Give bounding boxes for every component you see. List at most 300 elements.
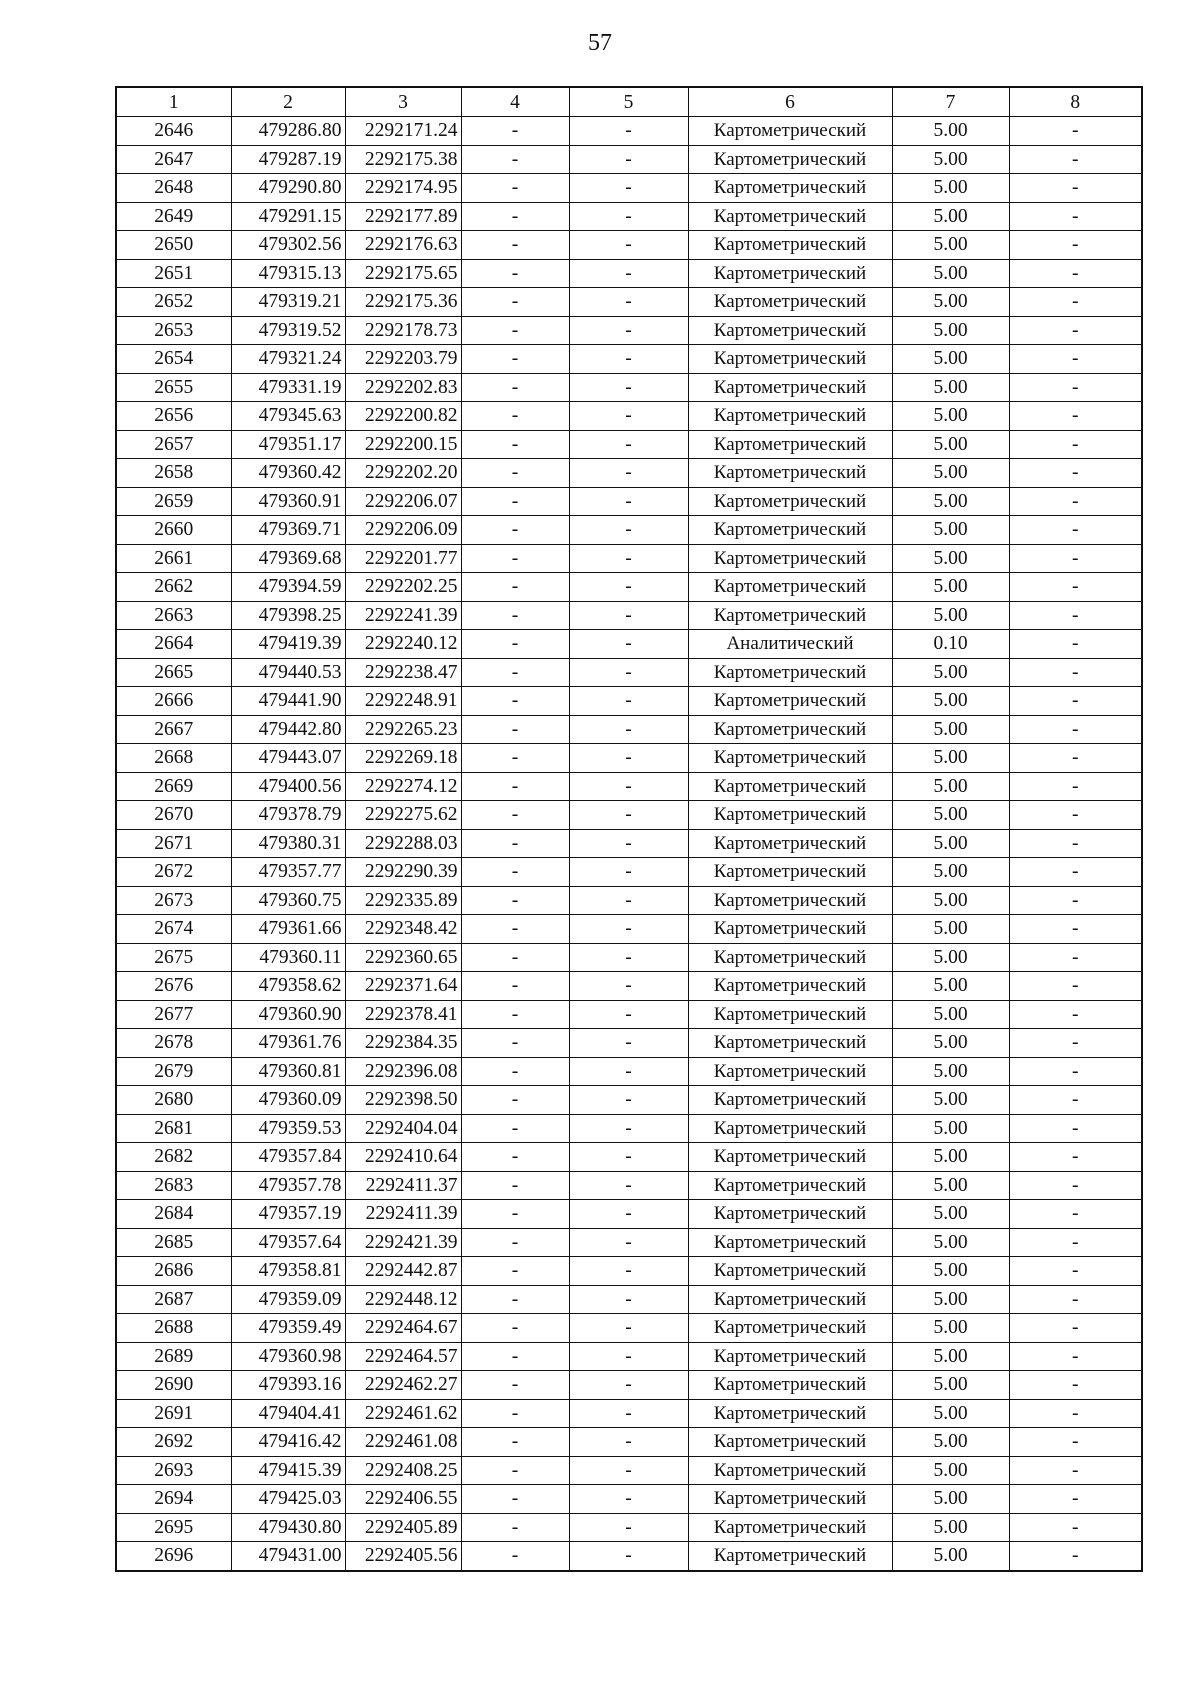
method-cell: Картометрический [688, 117, 892, 146]
method-cell: Аналитический [688, 630, 892, 659]
col-4-cell: - [461, 1171, 569, 1200]
accuracy-cell: 5.00 [892, 288, 1009, 317]
col-8-cell: - [1009, 1513, 1142, 1542]
method-cell: Картометрический [688, 1342, 892, 1371]
col-4-cell: - [461, 829, 569, 858]
col-5-cell: - [569, 1143, 688, 1172]
col-5-cell: - [569, 430, 688, 459]
coord-y-cell: 2292406.55 [345, 1485, 461, 1514]
col-5-cell: - [569, 1000, 688, 1029]
coord-y-cell: 2292461.62 [345, 1399, 461, 1428]
coord-y-cell: 2292269.18 [345, 744, 461, 773]
col-8-cell: - [1009, 1371, 1142, 1400]
table-row [116, 288, 1142, 317]
accuracy-cell: 5.00 [892, 1485, 1009, 1514]
table-row [116, 117, 1142, 146]
point-number-cell: 2651 [116, 259, 231, 288]
coord-y-cell: 2292202.20 [345, 459, 461, 488]
coord-x-cell: 479359.09 [231, 1285, 345, 1314]
table-row [116, 687, 1142, 716]
table-row [116, 430, 1142, 459]
col-8-cell: - [1009, 1285, 1142, 1314]
coord-x-cell: 479378.79 [231, 801, 345, 830]
coord-y-cell: 2292201.77 [345, 544, 461, 573]
point-number-cell: 2659 [116, 487, 231, 516]
col-5-cell: - [569, 858, 688, 887]
accuracy-cell: 5.00 [892, 544, 1009, 573]
point-number-cell: 2686 [116, 1257, 231, 1286]
coord-x-cell: 479359.53 [231, 1114, 345, 1143]
method-cell: Картометрический [688, 601, 892, 630]
method-cell: Картометрический [688, 202, 892, 231]
table-row [116, 1314, 1142, 1343]
table-row [116, 829, 1142, 858]
coord-x-cell: 479369.68 [231, 544, 345, 573]
method-cell: Картометрический [688, 373, 892, 402]
point-number-cell: 2658 [116, 459, 231, 488]
col-4-cell: - [461, 772, 569, 801]
coord-y-cell: 2292200.15 [345, 430, 461, 459]
coord-x-cell: 479360.98 [231, 1342, 345, 1371]
col-8-cell: - [1009, 715, 1142, 744]
accuracy-cell: 5.00 [892, 1257, 1009, 1286]
coord-x-cell: 479321.24 [231, 345, 345, 374]
accuracy-cell: 5.00 [892, 687, 1009, 716]
method-cell: Картометрический [688, 231, 892, 260]
coord-y-cell: 2292442.87 [345, 1257, 461, 1286]
point-number-cell: 2684 [116, 1200, 231, 1229]
point-number-cell: 2680 [116, 1086, 231, 1115]
point-number-cell: 2695 [116, 1513, 231, 1542]
col-8-cell: - [1009, 202, 1142, 231]
method-cell: Картометрический [688, 1485, 892, 1514]
coord-x-cell: 479351.17 [231, 430, 345, 459]
coord-x-cell: 479419.39 [231, 630, 345, 659]
col-5-cell: - [569, 658, 688, 687]
col-8-cell: - [1009, 1086, 1142, 1115]
col-5-cell: - [569, 288, 688, 317]
coord-x-cell: 479361.66 [231, 915, 345, 944]
method-cell: Картометрический [688, 1200, 892, 1229]
col-5-cell: - [569, 744, 688, 773]
col-4-cell: - [461, 1057, 569, 1086]
col-8-cell: - [1009, 430, 1142, 459]
table-row [116, 1285, 1142, 1314]
col-8-cell: - [1009, 658, 1142, 687]
col-8-cell: - [1009, 972, 1142, 1001]
accuracy-cell: 5.00 [892, 316, 1009, 345]
coord-x-cell: 479394.59 [231, 573, 345, 602]
method-cell: Картометрический [688, 1143, 892, 1172]
table-row [116, 573, 1142, 602]
header-row [116, 87, 1142, 117]
method-cell: Картометрический [688, 259, 892, 288]
table-row [116, 630, 1142, 659]
coord-y-cell: 2292405.56 [345, 1542, 461, 1571]
coord-x-cell: 479357.19 [231, 1200, 345, 1229]
column-header: 5 [569, 87, 688, 117]
col-5-cell: - [569, 1285, 688, 1314]
point-number-cell: 2692 [116, 1428, 231, 1457]
col-4-cell: - [461, 1314, 569, 1343]
point-number-cell: 2682 [116, 1143, 231, 1172]
method-cell: Картометрический [688, 430, 892, 459]
coord-y-cell: 2292335.89 [345, 886, 461, 915]
col-8-cell: - [1009, 801, 1142, 830]
accuracy-cell: 5.00 [892, 1057, 1009, 1086]
table-row [116, 516, 1142, 545]
accuracy-cell: 5.00 [892, 573, 1009, 602]
accuracy-cell: 5.00 [892, 1371, 1009, 1400]
col-5-cell: - [569, 573, 688, 602]
method-cell: Картометрический [688, 1029, 892, 1058]
coord-y-cell: 2292461.08 [345, 1428, 461, 1457]
coord-y-cell: 2292462.27 [345, 1371, 461, 1400]
method-cell: Картометрический [688, 801, 892, 830]
accuracy-cell: 5.00 [892, 259, 1009, 288]
accuracy-cell: 5.00 [892, 430, 1009, 459]
col-5-cell: - [569, 174, 688, 203]
coord-x-cell: 479360.75 [231, 886, 345, 915]
col-8-cell: - [1009, 1114, 1142, 1143]
method-cell: Картометрический [688, 1399, 892, 1428]
coord-y-cell: 2292175.38 [345, 145, 461, 174]
col-4-cell: - [461, 658, 569, 687]
col-8-cell: - [1009, 516, 1142, 545]
coord-y-cell: 2292290.39 [345, 858, 461, 887]
method-cell: Картометрический [688, 573, 892, 602]
accuracy-cell: 5.00 [892, 1513, 1009, 1542]
point-number-cell: 2672 [116, 858, 231, 887]
col-8-cell: - [1009, 459, 1142, 488]
accuracy-cell: 5.00 [892, 1029, 1009, 1058]
col-4-cell: - [461, 231, 569, 260]
table-row [116, 345, 1142, 374]
col-5-cell: - [569, 772, 688, 801]
col-5-cell: - [569, 1371, 688, 1400]
col-8-cell: - [1009, 886, 1142, 915]
coord-x-cell: 479319.52 [231, 316, 345, 345]
coord-y-cell: 2292384.35 [345, 1029, 461, 1058]
col-8-cell: - [1009, 288, 1142, 317]
method-cell: Картометрический [688, 1086, 892, 1115]
table-row [116, 715, 1142, 744]
coord-x-cell: 479360.09 [231, 1086, 345, 1115]
coord-y-cell: 2292178.73 [345, 316, 461, 345]
col-8-cell: - [1009, 345, 1142, 374]
col-4-cell: - [461, 972, 569, 1001]
table-row [116, 943, 1142, 972]
accuracy-cell: 5.00 [892, 1200, 1009, 1229]
col-5-cell: - [569, 915, 688, 944]
col-5-cell: - [569, 1228, 688, 1257]
coord-y-cell: 2292288.03 [345, 829, 461, 858]
col-5-cell: - [569, 972, 688, 1001]
method-cell: Картометрический [688, 402, 892, 431]
accuracy-cell: 5.00 [892, 1542, 1009, 1571]
table-row [116, 972, 1142, 1001]
table-row [116, 1086, 1142, 1115]
coord-x-cell: 479286.80 [231, 117, 345, 146]
table-row [116, 1143, 1142, 1172]
method-cell: Картометрический [688, 316, 892, 345]
col-5-cell: - [569, 1114, 688, 1143]
col-4-cell: - [461, 1342, 569, 1371]
col-4-cell: - [461, 630, 569, 659]
point-number-cell: 2647 [116, 145, 231, 174]
point-number-cell: 2681 [116, 1114, 231, 1143]
method-cell: Картометрический [688, 829, 892, 858]
table-body [116, 117, 1142, 1571]
point-number-cell: 2655 [116, 373, 231, 402]
method-cell: Картометрический [688, 174, 892, 203]
method-cell: Картометрический [688, 1456, 892, 1485]
accuracy-cell: 5.00 [892, 601, 1009, 630]
table-row [116, 858, 1142, 887]
accuracy-cell: 0.10 [892, 630, 1009, 659]
col-4-cell: - [461, 288, 569, 317]
coord-x-cell: 479357.64 [231, 1228, 345, 1257]
table-row [116, 1171, 1142, 1200]
col-4-cell: - [461, 1513, 569, 1542]
coord-x-cell: 479416.42 [231, 1428, 345, 1457]
coord-y-cell: 2292177.89 [345, 202, 461, 231]
coord-x-cell: 479291.15 [231, 202, 345, 231]
coord-x-cell: 479393.16 [231, 1371, 345, 1400]
point-number-cell: 2694 [116, 1485, 231, 1514]
method-cell: Картометрический [688, 1114, 892, 1143]
col-4-cell: - [461, 801, 569, 830]
accuracy-cell: 5.00 [892, 1000, 1009, 1029]
accuracy-cell: 5.00 [892, 487, 1009, 516]
coord-x-cell: 479404.41 [231, 1399, 345, 1428]
accuracy-cell: 5.00 [892, 1228, 1009, 1257]
table-row [116, 373, 1142, 402]
coord-y-cell: 2292200.82 [345, 402, 461, 431]
col-8-cell: - [1009, 915, 1142, 944]
accuracy-cell: 5.00 [892, 1314, 1009, 1343]
method-cell: Картометрический [688, 1371, 892, 1400]
table-row [116, 1371, 1142, 1400]
point-number-cell: 2671 [116, 829, 231, 858]
col-5-cell: - [569, 829, 688, 858]
method-cell: Картометрический [688, 1057, 892, 1086]
col-8-cell: - [1009, 117, 1142, 146]
table-row [116, 544, 1142, 573]
point-number-cell: 2689 [116, 1342, 231, 1371]
table-row [116, 1228, 1142, 1257]
point-number-cell: 2665 [116, 658, 231, 687]
table-row [116, 402, 1142, 431]
coord-x-cell: 479360.11 [231, 943, 345, 972]
accuracy-cell: 5.00 [892, 1342, 1009, 1371]
col-5-cell: - [569, 1456, 688, 1485]
table-row [116, 1428, 1142, 1457]
coord-y-cell: 2292408.25 [345, 1456, 461, 1485]
method-cell: Картометрический [688, 1513, 892, 1542]
col-5-cell: - [569, 1200, 688, 1229]
page-number: 57 [588, 30, 612, 56]
accuracy-cell: 5.00 [892, 174, 1009, 203]
col-4-cell: - [461, 915, 569, 944]
col-5-cell: - [569, 202, 688, 231]
col-4-cell: - [461, 345, 569, 374]
coord-y-cell: 2292378.41 [345, 1000, 461, 1029]
col-4-cell: - [461, 1228, 569, 1257]
col-8-cell: - [1009, 402, 1142, 431]
coord-x-cell: 479287.19 [231, 145, 345, 174]
table-row [116, 202, 1142, 231]
col-4-cell: - [461, 316, 569, 345]
col-5-cell: - [569, 1257, 688, 1286]
coord-y-cell: 2292405.89 [345, 1513, 461, 1542]
accuracy-cell: 5.00 [892, 117, 1009, 146]
column-header: 6 [688, 87, 892, 117]
point-number-cell: 2660 [116, 516, 231, 545]
accuracy-cell: 5.00 [892, 1114, 1009, 1143]
table-row [116, 1114, 1142, 1143]
method-cell: Картометрический [688, 459, 892, 488]
coord-y-cell: 2292371.64 [345, 972, 461, 1001]
col-4-cell: - [461, 1000, 569, 1029]
method-cell: Картометрический [688, 1314, 892, 1343]
coord-y-cell: 2292348.42 [345, 915, 461, 944]
method-cell: Картометрический [688, 487, 892, 516]
point-number-cell: 2648 [116, 174, 231, 203]
coord-y-cell: 2292265.23 [345, 715, 461, 744]
table-row [116, 1542, 1142, 1571]
col-8-cell: - [1009, 858, 1142, 887]
col-8-cell: - [1009, 487, 1142, 516]
point-number-cell: 2667 [116, 715, 231, 744]
accuracy-cell: 5.00 [892, 886, 1009, 915]
coord-y-cell: 2292241.39 [345, 601, 461, 630]
coord-x-cell: 479431.00 [231, 1542, 345, 1571]
col-5-cell: - [569, 1029, 688, 1058]
accuracy-cell: 5.00 [892, 1399, 1009, 1428]
coord-y-cell: 2292396.08 [345, 1057, 461, 1086]
coord-x-cell: 479290.80 [231, 174, 345, 203]
method-cell: Картометрический [688, 886, 892, 915]
point-number-cell: 2676 [116, 972, 231, 1001]
col-4-cell: - [461, 202, 569, 231]
col-5-cell: - [569, 1171, 688, 1200]
method-cell: Картометрический [688, 544, 892, 573]
col-4-cell: - [461, 1114, 569, 1143]
col-5-cell: - [569, 886, 688, 915]
col-8-cell: - [1009, 1143, 1142, 1172]
col-8-cell: - [1009, 772, 1142, 801]
coord-x-cell: 479443.07 [231, 744, 345, 773]
col-5-cell: - [569, 516, 688, 545]
point-number-cell: 2674 [116, 915, 231, 944]
coord-x-cell: 479360.42 [231, 459, 345, 488]
accuracy-cell: 5.00 [892, 1428, 1009, 1457]
point-number-cell: 2662 [116, 573, 231, 602]
coord-y-cell: 2292410.64 [345, 1143, 461, 1172]
col-8-cell: - [1009, 544, 1142, 573]
point-number-cell: 2666 [116, 687, 231, 716]
coord-y-cell: 2292206.09 [345, 516, 461, 545]
table-row [116, 1399, 1142, 1428]
column-header: 2 [231, 87, 345, 117]
table-row [116, 744, 1142, 773]
col-4-cell: - [461, 858, 569, 887]
method-cell: Картометрический [688, 1171, 892, 1200]
table-row [116, 886, 1142, 915]
point-number-cell: 2650 [116, 231, 231, 260]
point-number-cell: 2661 [116, 544, 231, 573]
col-8-cell: - [1009, 1428, 1142, 1457]
column-header: 3 [345, 87, 461, 117]
col-5-cell: - [569, 630, 688, 659]
col-5-cell: - [569, 487, 688, 516]
col-5-cell: - [569, 1342, 688, 1371]
coord-y-cell: 2292206.07 [345, 487, 461, 516]
col-4-cell: - [461, 544, 569, 573]
col-8-cell: - [1009, 601, 1142, 630]
col-8-cell: - [1009, 630, 1142, 659]
accuracy-cell: 5.00 [892, 972, 1009, 1001]
col-4-cell: - [461, 430, 569, 459]
col-8-cell: - [1009, 145, 1142, 174]
coord-x-cell: 479398.25 [231, 601, 345, 630]
col-8-cell: - [1009, 1057, 1142, 1086]
col-5-cell: - [569, 1428, 688, 1457]
coord-x-cell: 479359.49 [231, 1314, 345, 1343]
col-4-cell: - [461, 487, 569, 516]
table-row [116, 772, 1142, 801]
method-cell: Картометрический [688, 516, 892, 545]
point-number-cell: 2653 [116, 316, 231, 345]
col-4-cell: - [461, 886, 569, 915]
col-5-cell: - [569, 459, 688, 488]
method-cell: Картометрический [688, 1228, 892, 1257]
method-cell: Картометрический [688, 1257, 892, 1286]
col-5-cell: - [569, 544, 688, 573]
coord-y-cell: 2292202.83 [345, 373, 461, 402]
coord-x-cell: 479319.21 [231, 288, 345, 317]
accuracy-cell: 5.00 [892, 345, 1009, 374]
table-row [116, 231, 1142, 260]
table-row [116, 145, 1142, 174]
col-4-cell: - [461, 1456, 569, 1485]
column-header: 7 [892, 87, 1009, 117]
col-4-cell: - [461, 373, 569, 402]
method-cell: Картометрический [688, 1285, 892, 1314]
col-8-cell: - [1009, 1399, 1142, 1428]
coord-y-cell: 2292398.50 [345, 1086, 461, 1115]
col-5-cell: - [569, 1542, 688, 1571]
col-4-cell: - [461, 1285, 569, 1314]
point-number-cell: 2675 [116, 943, 231, 972]
method-cell: Картометрический [688, 744, 892, 773]
col-5-cell: - [569, 687, 688, 716]
coord-y-cell: 2292176.63 [345, 231, 461, 260]
col-5-cell: - [569, 943, 688, 972]
col-5-cell: - [569, 601, 688, 630]
table-row [116, 259, 1142, 288]
coord-y-cell: 2292411.37 [345, 1171, 461, 1200]
coord-y-cell: 2292421.39 [345, 1228, 461, 1257]
col-5-cell: - [569, 402, 688, 431]
coord-y-cell: 2292175.65 [345, 259, 461, 288]
table-row [116, 801, 1142, 830]
col-5-cell: - [569, 1485, 688, 1514]
coord-y-cell: 2292248.91 [345, 687, 461, 716]
col-8-cell: - [1009, 373, 1142, 402]
col-5-cell: - [569, 1513, 688, 1542]
